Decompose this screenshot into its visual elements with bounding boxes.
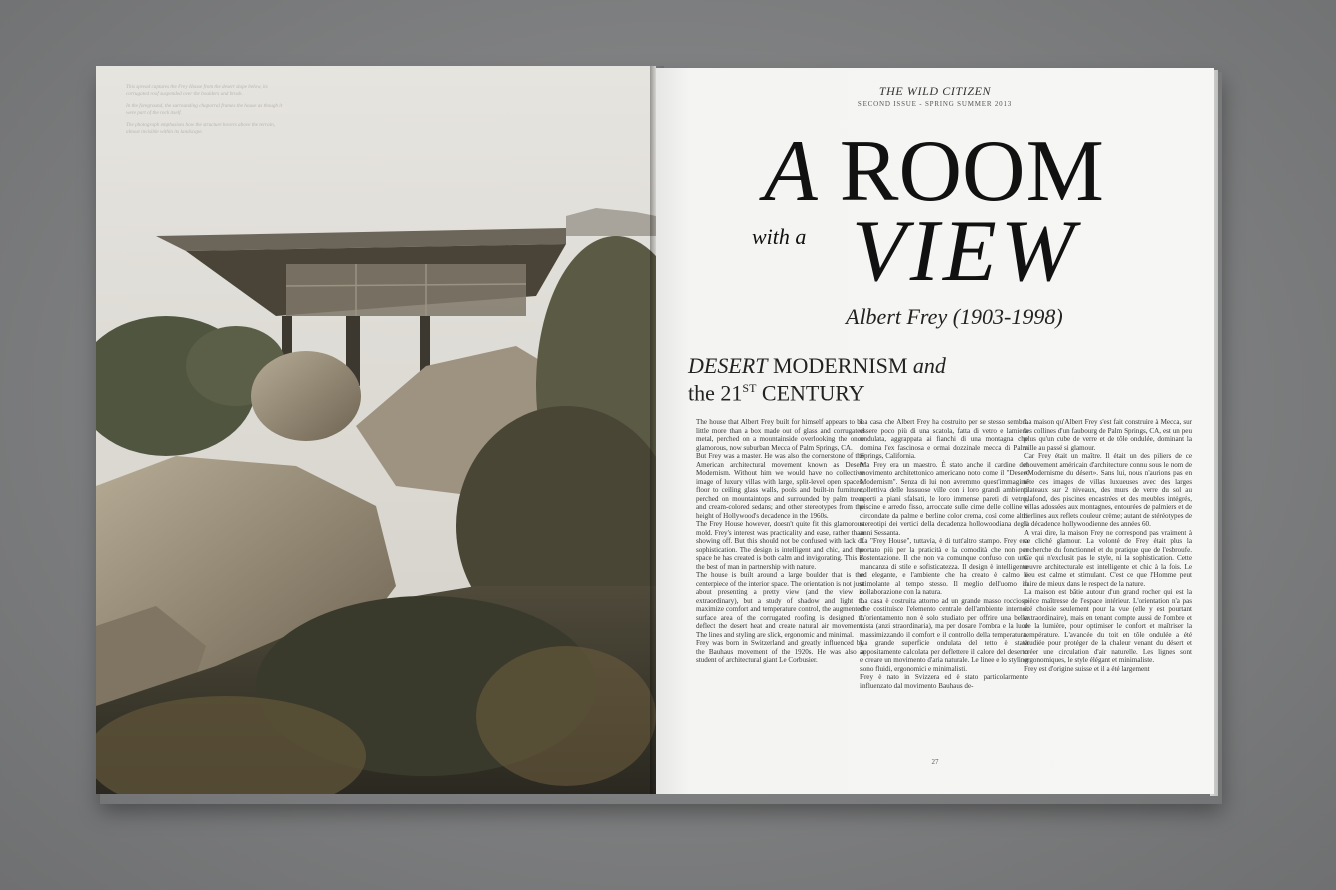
headline-view: VIEW: [852, 203, 1079, 300]
headline-a: A: [764, 123, 818, 220]
paragraph: Frey è nato in Svizzera ed è stato particolarmente influenzato dal movimento Bauhaus de-: [860, 673, 1028, 690]
section-word-modernism: MODERNISM: [767, 353, 913, 378]
caption-3: The photograph emphasises how the structure hovers above the terrain, almost invisible within its landscape.: [126, 122, 276, 135]
paragraph: The Frey House however, doesn't quite fit this glamorous mold. Frey's interest was practicality and ease, rather than showing off. But this should not be confused with lack of sophistication. The design is intelligent and chic, and the space he has created is both calm and invigorating. This is the best of man in partnership with nature.: [696, 520, 864, 571]
headline-room-word: ROOM: [817, 123, 1104, 220]
section-heading: [688, 354, 1008, 404]
magazine-title: THE WILD CITIZEN: [878, 84, 992, 98]
headline-with-a: with a: [752, 224, 807, 249]
desert-house-photo: [96, 66, 656, 794]
paragraph: Frey est d'origine suisse et il a été largement: [1024, 664, 1150, 673]
column-italian: [860, 418, 1028, 690]
column-english: [696, 418, 864, 665]
paragraph: La casa che Albert Frey ha costruito per se stesso sembra essere poco più di una scatola, fatta di vetro e lamiera ondulata, aggrappata ai fianchi di una montagna che domina l'ex fascinosa e ormai dozzinale mecca di Palm Springs, California.: [860, 418, 1028, 460]
issue-line: SECOND ISSUE - SPRING SUMMER 2013: [857, 100, 1013, 108]
glass-box: [286, 264, 526, 316]
paragraph: The house is built around a large boulder that is the centerpiece of the interior space. The orientation is not just about presenting a pretty view (and the view is extraordinary), but a study of shadow and light to maximize comfort and temperature control, the augmented surface area of the corrugated roofing is designed to deflect the desert heat and create natural air movement. The lines and styling are slick, ergonomic and minimal.: [696, 571, 864, 639]
right-page-article: [656, 68, 1214, 794]
paragraph: Frey was born in Switzerland and greatly influenced by the Bauhaus movement of the 1920s. He was also a student of architectural giant Le Corbusier.: [696, 639, 864, 664]
section-word-and: and: [912, 353, 946, 378]
section-word-21: the 21: [688, 380, 743, 406]
boulder: [251, 351, 361, 441]
paragraph: La "Frey House", tuttavia, è di tutt'altro stampo. Frey era portato più per la praticità e la comodità che non per l'ostentazione. Il che non va comunque confuso con una mancanza di stile e sofisticatezza. Il design è intelligente ed elegante, e l'ambiente che ha creato è calmo e stimolante al tempo stesso. Il meglio dell'uomo in collaborazione con la natura.: [860, 537, 1028, 596]
paragraph: La casa è costruita attorno ad un grande masso roccioso che costituisce l'elemento centrale dell'ambiente interno. L'orientamento non è solo studiato per offrire una bella vista (anzi straordinaria), ma per dosare l'ombra e la luce massimizzando il comfort e il controllo della temperatura. La grande superficie ondulata del tetto è stata appositamente calcolata per deflettere il calore del deserto e creare un movimento d'aria naturale. Le linee e lo styling sono fluidi, ergonomici e minimalisti.: [860, 596, 1028, 673]
paragraph: Car Frey était un maître. Il était un des piliers de ce mouvement américain d'architecture connu sous le nom de «Modernisme du désert». Sans lui, nous n'aurions pas en tête ces images de villas luxueuses avec des larges plateaux sur 2 niveaux, des murs de verre du sol au plafond, des piscines encastrées et des meubles intégrés, villas adossées aux montagnes, entourées de palmiers et de berlines aux reflets couleur crème; autant de stéréotypes de la décadence hollywoodienne des années 60.: [1024, 452, 1192, 528]
paragraph: La maison est bâtie autour d'un grand rocher qui est la pièce maîtresse de l'espace intérieur. L'orientation n'a pas été choisie seulement pour la vue (elle y est pourtant extraordinaire), mais en tenant compte aussi de l'ombre et de la lumière, pour optimiser le confort et maîtriser la température. L'avancée du toit en tôle ondulée a été étudiée pour protéger de la chaleur venant du désert et créer une circulation d'air naturelle. Les lignes sont ergonomiques, le style élégant et minimaliste.: [1024, 588, 1192, 664]
paragraph: Ma Frey era un maestro. È stato anche il cardine del movimento architettonico americano noto come il "Desert Modernism". Senza di lui non avremmo quest'immagine collettiva delle lussuose ville con i loro grandi ambienti aperti a piani sfalsati, le loro immense pareti di vetro, piscine e arredo fisso, arroccate sulle cime delle colline e circondate da palme e berline color crema, così come altri stereotipi dei vertici della decadenza hollowoodiana degli anni Sessanta.: [860, 460, 1028, 537]
paragraph: La maison qu'Albert Frey s'est fait construire à Mecca, sur les collines d'un faubourg de Palm Springs, CA, est un peu plus qu'un cube de verre et de tôle ondulée, dominant la ville au passé si glamour.: [1024, 418, 1192, 452]
column-french: [1024, 418, 1192, 673]
caption-1: This spread captures the Frey House from the desert slope below, its corrugated roof suspended over the boulders and brush.: [126, 84, 268, 97]
author-line: Albert Frey (1903-1998): [846, 304, 1063, 329]
section-word-century: CENTURY: [756, 380, 865, 406]
paragraph: A vrai dire, la maison Frey ne correspond pas vraiment à ce cliché glamour. La volonté de Frey était plus la recherche du fonctionnel et du pratique que de l'esbroufe. Ce qui n'exclusit pas le style, ni la sophistication. Cette œuvre architecturale est intelligente et chic à la fois. Le lieu est calme et stimulant. C'est ce que l'Homme peut faire de mieux dans le respect de la nature.: [1024, 528, 1192, 588]
page-number: 27: [931, 758, 939, 766]
left-page-photo: [96, 66, 656, 794]
paragraph: The house that Albert Frey built for himself appears to be little more than a box made out of glass and corrugated metal, perched on a mountainside overlooking the once glamorous, now suburban Mecca of Palm Springs, CA.: [696, 418, 864, 452]
caption-2: In the foreground, the surrounding chaparral frames the house as though it were part of the rock itself.: [126, 103, 283, 116]
section-word-desert: DESERT: [688, 353, 768, 378]
paragraph: But Frey was a master. He was also the cornerstone of the American architectural movement known as Desert Modernism. Without him we would have no collective image of luxury villas with large, split-level open spaces, floor to ceiling glass walls, pools and built-in furniture, perched on mountaintops and surrounded by palm trees and cream-colored sedans; and other stereotypes from the height of Hollywood's decadence in the 1960s.: [696, 452, 864, 520]
section-sup: ST: [742, 381, 757, 395]
photo-caption: [126, 84, 286, 142]
